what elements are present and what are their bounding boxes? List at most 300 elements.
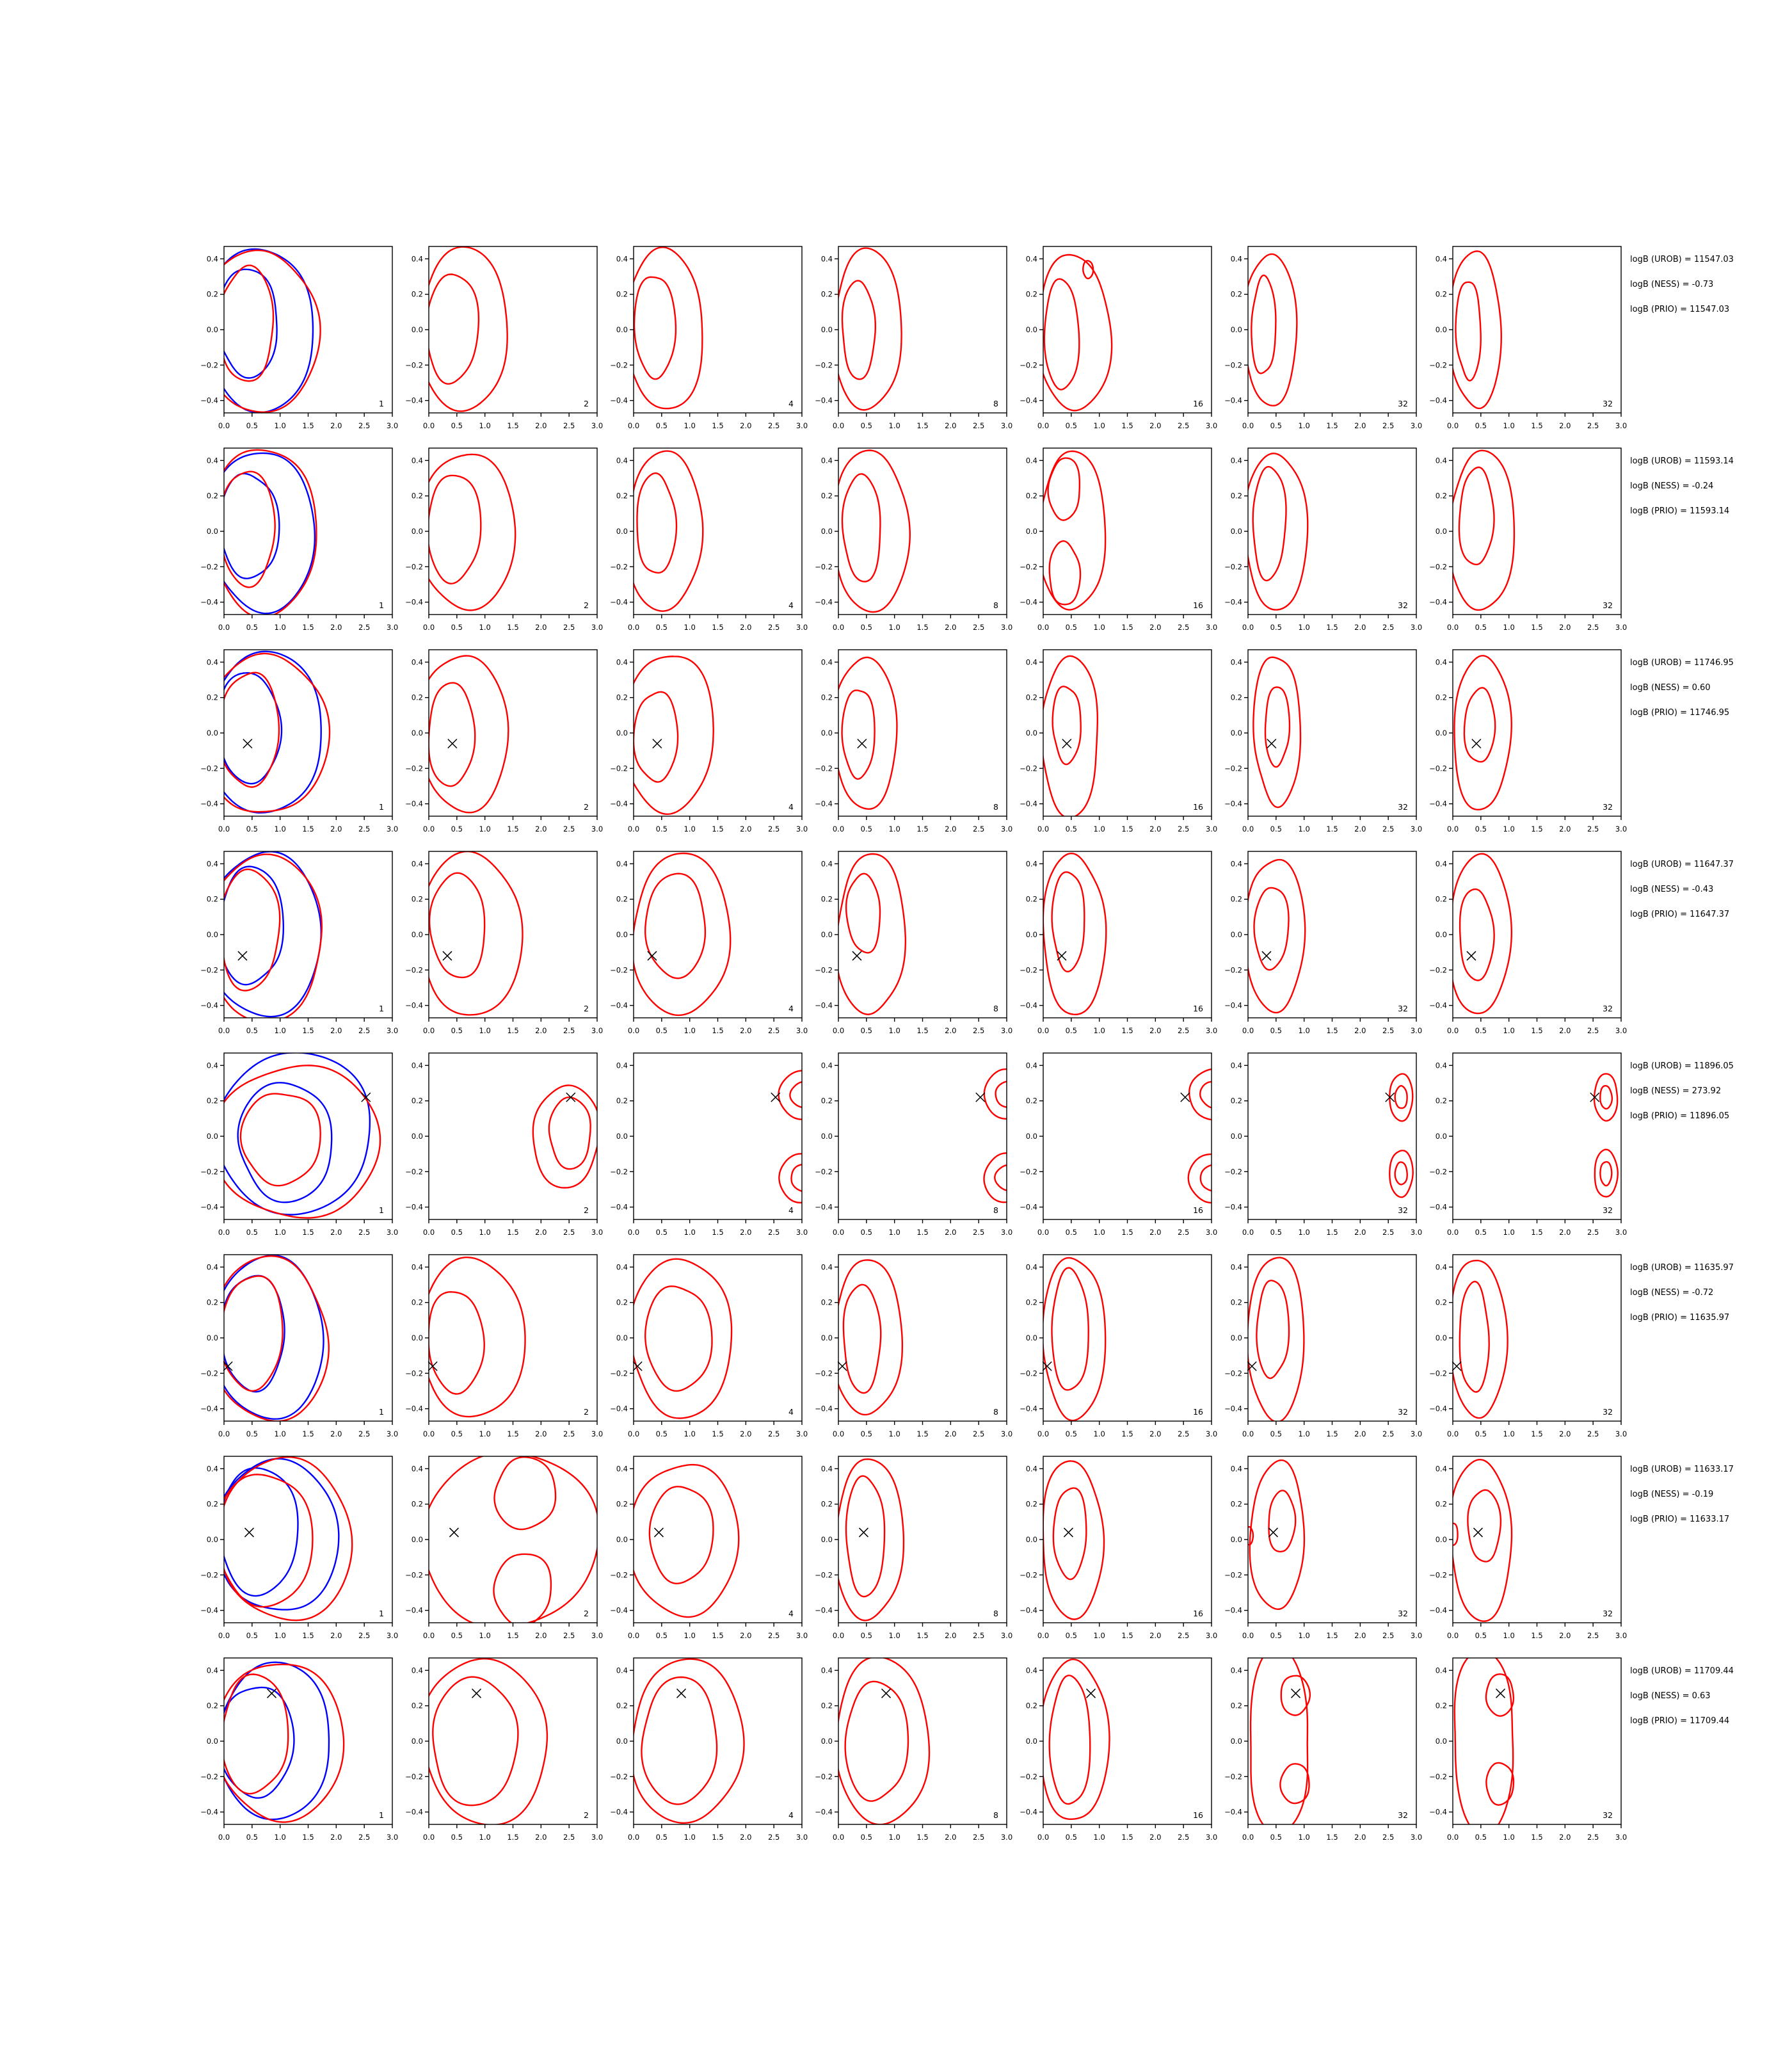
x-tick-label: 2.0 xyxy=(1149,824,1162,833)
x-tick-label: 2.5 xyxy=(973,1429,985,1438)
x-tick-label: 2.0 xyxy=(1559,1429,1571,1438)
y-tick-label: −0.4 xyxy=(610,1807,628,1817)
x-tick-label: 1.0 xyxy=(1503,1228,1515,1237)
y-tick-label: 0.2 xyxy=(1025,693,1037,702)
y-tick-label: 0.2 xyxy=(1435,1298,1447,1307)
y-tick-label: −0.4 xyxy=(200,1605,218,1615)
subplot-count-label: 2 xyxy=(584,1407,589,1417)
y-tick-label: 0.4 xyxy=(820,1464,833,1474)
y-tick-label: 0.2 xyxy=(1230,491,1242,501)
x-tick-label: 1.0 xyxy=(684,1631,696,1640)
row6-logB-UROB: logB (UROB) = 11635.97 xyxy=(1630,1263,1734,1273)
x-tick-label: 0.0 xyxy=(1446,1026,1459,1035)
x-tick-label: 3.0 xyxy=(1615,1631,1628,1640)
x-tick-label: 0.5 xyxy=(1270,1631,1282,1640)
row1-logB-PRIO: logB (PRIO) = 11547.03 xyxy=(1630,305,1730,314)
x-tick-label: 2.0 xyxy=(740,1833,752,1842)
subplot-count-label: 16 xyxy=(1193,802,1203,812)
y-tick-label: 0.0 xyxy=(616,1737,628,1746)
x-tick-label: 2.5 xyxy=(358,824,371,833)
subplot-count-label: 32 xyxy=(1398,1810,1408,1820)
y-tick-label: −0.4 xyxy=(1224,597,1242,607)
x-tick-label: 1.0 xyxy=(684,824,696,833)
x-tick-label: 3.0 xyxy=(796,1429,808,1438)
y-tick-label: 0.4 xyxy=(206,1061,218,1070)
x-tick-label: 1.5 xyxy=(916,1631,929,1640)
y-tick-label: 0.0 xyxy=(411,325,423,334)
row2-logB-UROB: logB (UROB) = 11593.14 xyxy=(1630,456,1734,466)
subplot-count-label: 2 xyxy=(584,1810,589,1820)
x-tick-label: 2.5 xyxy=(563,1429,575,1438)
x-tick-label: 1.5 xyxy=(712,623,724,632)
x-tick-label: 0.0 xyxy=(1037,1833,1050,1842)
y-tick-label: 0.0 xyxy=(820,1132,833,1141)
y-tick-label: 0.2 xyxy=(616,894,628,904)
x-tick-label: 2.5 xyxy=(973,1228,985,1237)
x-tick-label: 0.5 xyxy=(1270,824,1282,833)
x-tick-label: 2.0 xyxy=(740,1429,752,1438)
subplot-count-label: 2 xyxy=(584,1609,589,1618)
x-tick-label: 1.5 xyxy=(1531,1228,1543,1237)
x-tick-label: 1.0 xyxy=(274,1026,286,1035)
x-tick-label: 1.0 xyxy=(1298,1026,1310,1035)
x-tick-label: 2.5 xyxy=(1587,1429,1599,1438)
y-tick-label: 0.2 xyxy=(1025,1298,1037,1307)
subplot-count-label: 1 xyxy=(379,1810,384,1820)
y-tick-label: 0.4 xyxy=(1025,859,1037,869)
row2-logB-PRIO: logB (PRIO) = 11593.14 xyxy=(1630,506,1730,516)
x-tick-label: 1.0 xyxy=(1093,623,1105,632)
y-tick-label: −0.4 xyxy=(1429,1807,1447,1817)
x-tick-label: 0.5 xyxy=(655,1026,668,1035)
y-tick-label: −0.4 xyxy=(1020,1202,1037,1212)
y-tick-label: 0.2 xyxy=(1230,1096,1242,1106)
y-tick-label: 0.0 xyxy=(1025,1737,1037,1746)
x-tick-label: 2.0 xyxy=(945,1833,957,1842)
x-tick-label: 0.0 xyxy=(1242,824,1254,833)
subplot-count-label: 8 xyxy=(993,1609,998,1618)
y-tick-label: 0.4 xyxy=(1230,1464,1242,1474)
y-tick-label: 0.2 xyxy=(820,289,833,299)
y-tick-label: −0.4 xyxy=(1429,1202,1447,1212)
x-tick-label: 1.0 xyxy=(1298,1429,1310,1438)
x-tick-label: 3.0 xyxy=(1000,824,1013,833)
x-tick-label: 3.0 xyxy=(591,1228,604,1237)
x-tick-label: 2.5 xyxy=(768,623,780,632)
x-tick-label: 3.0 xyxy=(1615,1228,1628,1237)
x-tick-label: 1.5 xyxy=(1326,1631,1338,1640)
y-tick-label: 0.2 xyxy=(820,1096,833,1106)
y-tick-label: 0.2 xyxy=(1025,894,1037,904)
x-tick-label: 3.0 xyxy=(591,824,604,833)
subplot-count-label: 2 xyxy=(584,1004,589,1013)
x-tick-label: 1.0 xyxy=(684,1228,696,1237)
x-tick-label: 3.0 xyxy=(1000,1026,1013,1035)
x-tick-label: 1.0 xyxy=(888,1429,900,1438)
y-tick-label: 0.2 xyxy=(820,1499,833,1509)
y-tick-label: −0.4 xyxy=(1429,396,1447,405)
y-tick-label: −0.2 xyxy=(405,1570,423,1580)
x-tick-label: 2.5 xyxy=(973,421,985,430)
y-tick-label: −0.4 xyxy=(1224,1404,1242,1413)
x-tick-label: 0.5 xyxy=(860,421,872,430)
x-tick-label: 2.5 xyxy=(973,1833,985,1842)
x-tick-label: 2.5 xyxy=(1178,623,1190,632)
x-tick-label: 0.0 xyxy=(1037,824,1050,833)
x-tick-label: 0.5 xyxy=(1065,1631,1077,1640)
x-tick-label: 0.5 xyxy=(1270,623,1282,632)
y-tick-label: 0.2 xyxy=(206,693,218,702)
x-tick-label: 1.5 xyxy=(1531,1026,1543,1035)
x-tick-label: 2.5 xyxy=(768,1228,780,1237)
y-tick-label: −0.2 xyxy=(1429,764,1447,773)
x-tick-label: 1.5 xyxy=(507,1429,519,1438)
y-tick-label: 0.0 xyxy=(1435,1333,1447,1342)
y-tick-label: −0.4 xyxy=(815,1404,833,1413)
y-tick-label: 0.2 xyxy=(411,894,423,904)
x-tick-label: 2.0 xyxy=(740,1026,752,1035)
y-tick-label: 0.2 xyxy=(616,693,628,702)
y-tick-label: 0.2 xyxy=(820,491,833,501)
x-tick-label: 1.5 xyxy=(1121,824,1133,833)
x-tick-label: 3.0 xyxy=(1615,1026,1628,1035)
x-tick-label: 0.0 xyxy=(1242,1631,1254,1640)
y-tick-label: −0.4 xyxy=(1224,799,1242,808)
subplot-count-label: 4 xyxy=(788,1004,794,1013)
y-tick-label: 0.4 xyxy=(1230,657,1242,667)
y-tick-label: 0.0 xyxy=(1230,325,1242,334)
x-tick-label: 0.0 xyxy=(218,623,230,632)
y-tick-label: 0.0 xyxy=(820,1535,833,1544)
y-tick-label: 0.4 xyxy=(206,1464,218,1474)
x-tick-label: 2.0 xyxy=(330,1026,342,1035)
x-tick-label: 1.0 xyxy=(274,824,286,833)
row6-logB-NESS: logB (NESS) = -0.72 xyxy=(1630,1288,1714,1298)
y-tick-label: 0.2 xyxy=(820,1298,833,1307)
x-tick-label: 3.0 xyxy=(386,1429,399,1438)
x-tick-label: 2.5 xyxy=(1178,1429,1190,1438)
x-tick-label: 3.0 xyxy=(1615,421,1628,430)
x-tick-label: 0.0 xyxy=(422,1026,435,1035)
x-tick-label: 3.0 xyxy=(386,1631,399,1640)
row3-logB-UROB: logB (UROB) = 11746.95 xyxy=(1630,658,1734,668)
x-tick-label: 1.0 xyxy=(684,1429,696,1438)
y-tick-label: 0.0 xyxy=(1230,1333,1242,1342)
y-tick-label: 0.4 xyxy=(1435,859,1447,869)
y-tick-label: −0.2 xyxy=(1224,360,1242,370)
y-tick-label: −0.2 xyxy=(1224,965,1242,975)
y-tick-label: −0.2 xyxy=(815,360,833,370)
x-tick-label: 1.0 xyxy=(888,824,900,833)
x-tick-label: 2.5 xyxy=(973,623,985,632)
y-tick-label: 0.0 xyxy=(411,1737,423,1746)
x-tick-label: 0.5 xyxy=(1475,1833,1487,1842)
y-tick-label: −0.2 xyxy=(610,1167,628,1177)
y-tick-label: 0.0 xyxy=(1435,1132,1447,1141)
subplot-count-label: 32 xyxy=(1398,399,1408,408)
x-tick-label: 1.0 xyxy=(888,623,900,632)
y-tick-label: 0.4 xyxy=(616,1262,628,1272)
x-tick-label: 0.5 xyxy=(451,421,463,430)
x-tick-label: 2.0 xyxy=(1354,1026,1366,1035)
x-tick-label: 2.5 xyxy=(1178,1026,1190,1035)
x-tick-label: 1.0 xyxy=(274,1833,286,1842)
x-tick-label: 1.5 xyxy=(302,1833,314,1842)
y-tick-label: 0.4 xyxy=(1025,657,1037,667)
x-tick-label: 0.0 xyxy=(218,1631,230,1640)
x-tick-label: 2.5 xyxy=(1587,623,1599,632)
y-tick-label: 0.4 xyxy=(820,456,833,465)
y-tick-label: 0.2 xyxy=(1025,1701,1037,1710)
y-tick-label: −0.2 xyxy=(610,764,628,773)
x-tick-label: 0.5 xyxy=(1475,1631,1487,1640)
x-tick-label: 2.5 xyxy=(1178,1228,1190,1237)
x-tick-label: 1.0 xyxy=(479,1429,491,1438)
x-tick-label: 0.5 xyxy=(860,1631,872,1640)
y-tick-label: 0.4 xyxy=(1230,1262,1242,1272)
x-tick-label: 1.0 xyxy=(888,1228,900,1237)
subplot-count-label: 16 xyxy=(1193,1609,1203,1618)
y-tick-label: −0.2 xyxy=(1020,1570,1037,1580)
row4-logB-PRIO: logB (PRIO) = 11647.37 xyxy=(1630,910,1730,919)
x-tick-label: 3.0 xyxy=(1410,1228,1423,1237)
y-tick-label: −0.4 xyxy=(1429,1404,1447,1413)
y-tick-label: −0.4 xyxy=(200,597,218,607)
y-tick-label: 0.0 xyxy=(1025,728,1037,737)
subplot-count-label: 2 xyxy=(584,600,589,610)
x-tick-label: 2.0 xyxy=(1354,421,1366,430)
y-tick-label: −0.2 xyxy=(405,1167,423,1177)
x-tick-label: 0.0 xyxy=(422,1833,435,1842)
y-tick-label: −0.4 xyxy=(1224,1202,1242,1212)
x-tick-label: 2.0 xyxy=(1559,1228,1571,1237)
x-tick-label: 0.0 xyxy=(218,421,230,430)
x-tick-label: 1.5 xyxy=(916,1833,929,1842)
x-tick-label: 0.0 xyxy=(1446,1228,1459,1237)
x-tick-label: 2.5 xyxy=(1382,421,1395,430)
y-tick-label: 0.4 xyxy=(1025,254,1037,264)
x-tick-label: 0.0 xyxy=(422,1429,435,1438)
x-tick-label: 2.0 xyxy=(535,1429,547,1438)
x-tick-label: 0.5 xyxy=(246,623,258,632)
x-tick-label: 0.5 xyxy=(860,1026,872,1035)
y-tick-label: −0.2 xyxy=(815,1369,833,1378)
x-tick-label: 1.5 xyxy=(916,1429,929,1438)
x-tick-label: 0.0 xyxy=(832,1026,845,1035)
x-tick-label: 2.5 xyxy=(768,1631,780,1640)
x-tick-label: 1.0 xyxy=(479,1026,491,1035)
x-tick-label: 0.0 xyxy=(1037,421,1050,430)
x-tick-label: 2.5 xyxy=(1382,1631,1395,1640)
y-tick-label: 0.4 xyxy=(206,254,218,264)
row7-logB-NESS: logB (NESS) = -0.19 xyxy=(1630,1490,1714,1499)
y-tick-label: 0.2 xyxy=(206,894,218,904)
x-tick-label: 1.5 xyxy=(712,1833,724,1842)
x-tick-label: 2.0 xyxy=(945,623,957,632)
x-tick-label: 1.5 xyxy=(507,1228,519,1237)
x-tick-label: 0.0 xyxy=(218,1833,230,1842)
x-tick-label: 2.0 xyxy=(945,1026,957,1035)
y-tick-label: 0.4 xyxy=(1435,1464,1447,1474)
y-tick-label: −0.4 xyxy=(610,1605,628,1615)
y-tick-label: 0.0 xyxy=(820,728,833,737)
subplot-count-label: 32 xyxy=(1398,1407,1408,1417)
row8-logB-UROB: logB (UROB) = 11709.44 xyxy=(1630,1666,1734,1676)
y-tick-label: 0.4 xyxy=(1230,254,1242,264)
y-tick-label: −0.4 xyxy=(1020,1807,1037,1817)
x-tick-label: 1.0 xyxy=(1093,1833,1105,1842)
x-tick-label: 1.0 xyxy=(1503,1026,1515,1035)
y-tick-label: −0.2 xyxy=(1020,965,1037,975)
x-tick-label: 3.0 xyxy=(1410,824,1423,833)
y-tick-label: −0.2 xyxy=(405,360,423,370)
x-tick-label: 1.0 xyxy=(684,421,696,430)
x-tick-label: 2.5 xyxy=(768,1026,780,1035)
x-tick-label: 1.5 xyxy=(1326,421,1338,430)
x-tick-label: 1.5 xyxy=(1326,1026,1338,1035)
y-tick-label: −0.4 xyxy=(200,1807,218,1817)
y-tick-label: −0.2 xyxy=(1020,360,1037,370)
x-tick-label: 0.0 xyxy=(422,824,435,833)
x-tick-label: 2.0 xyxy=(535,421,547,430)
x-tick-label: 1.5 xyxy=(507,1833,519,1842)
row8-logB-NESS: logB (NESS) = 0.63 xyxy=(1630,1691,1711,1701)
x-tick-label: 0.0 xyxy=(1242,1429,1254,1438)
y-tick-label: 0.4 xyxy=(411,456,423,465)
x-tick-label: 2.0 xyxy=(330,1833,342,1842)
y-tick-label: −0.2 xyxy=(405,1369,423,1378)
x-tick-label: 3.0 xyxy=(1410,623,1423,632)
x-tick-label: 0.5 xyxy=(655,1429,668,1438)
x-tick-label: 0.5 xyxy=(1065,824,1077,833)
x-tick-label: 0.0 xyxy=(1446,824,1459,833)
x-tick-label: 2.5 xyxy=(563,1631,575,1640)
x-tick-label: 2.5 xyxy=(358,421,371,430)
y-tick-label: 0.4 xyxy=(1230,1666,1242,1675)
x-tick-label: 0.0 xyxy=(1242,1833,1254,1842)
x-tick-label: 1.5 xyxy=(916,1228,929,1237)
x-tick-label: 3.0 xyxy=(386,1228,399,1237)
x-tick-label: 2.0 xyxy=(330,1429,342,1438)
subplot-count-label: 32 xyxy=(1398,600,1408,610)
y-tick-label: −0.4 xyxy=(405,1807,423,1817)
y-tick-label: 0.4 xyxy=(206,1666,218,1675)
y-tick-label: 0.2 xyxy=(1230,1298,1242,1307)
y-tick-label: 0.0 xyxy=(616,728,628,737)
x-tick-label: 2.5 xyxy=(1587,1026,1599,1035)
y-tick-label: 0.0 xyxy=(1025,527,1037,536)
x-tick-label: 1.0 xyxy=(479,1228,491,1237)
x-tick-label: 0.0 xyxy=(1446,421,1459,430)
x-tick-label: 3.0 xyxy=(1410,1429,1423,1438)
y-tick-label: 0.0 xyxy=(616,325,628,334)
x-tick-label: 2.0 xyxy=(535,1631,547,1640)
x-tick-label: 0.5 xyxy=(246,1429,258,1438)
y-tick-label: 0.0 xyxy=(411,728,423,737)
y-tick-label: −0.4 xyxy=(1224,396,1242,405)
row1-logB-NESS: logB (NESS) = -0.73 xyxy=(1630,280,1714,289)
x-tick-label: 2.5 xyxy=(1382,1429,1395,1438)
x-tick-label: 0.0 xyxy=(1037,1228,1050,1237)
x-tick-label: 2.5 xyxy=(563,1228,575,1237)
x-tick-label: 2.0 xyxy=(330,421,342,430)
x-tick-label: 0.0 xyxy=(832,1833,845,1842)
x-tick-label: 2.5 xyxy=(358,623,371,632)
subplot-count-label: 4 xyxy=(788,1205,794,1215)
y-tick-label: −0.2 xyxy=(1429,1772,1447,1782)
x-tick-label: 2.5 xyxy=(768,1833,780,1842)
y-tick-label: 0.0 xyxy=(1435,1737,1447,1746)
x-tick-label: 3.0 xyxy=(386,1026,399,1035)
x-tick-label: 1.5 xyxy=(712,1631,724,1640)
x-tick-label: 1.0 xyxy=(479,623,491,632)
y-tick-label: 0.4 xyxy=(1025,1464,1037,1474)
x-tick-label: 0.0 xyxy=(832,1429,845,1438)
y-tick-label: 0.2 xyxy=(1435,894,1447,904)
x-tick-label: 1.5 xyxy=(1121,421,1133,430)
y-tick-label: 0.4 xyxy=(616,1061,628,1070)
x-tick-label: 0.0 xyxy=(832,421,845,430)
subplot-count-label: 8 xyxy=(993,600,998,610)
y-tick-label: 0.4 xyxy=(820,1061,833,1070)
x-tick-label: 3.0 xyxy=(1615,623,1628,632)
row6-logB-PRIO: logB (PRIO) = 11635.97 xyxy=(1630,1313,1730,1323)
y-tick-label: 0.4 xyxy=(411,1666,423,1675)
subplot-count-label: 16 xyxy=(1193,600,1203,610)
y-tick-label: 0.2 xyxy=(616,1499,628,1509)
y-tick-label: 0.0 xyxy=(1230,527,1242,536)
x-tick-label: 1.5 xyxy=(916,623,929,632)
x-tick-label: 0.0 xyxy=(1037,1631,1050,1640)
x-tick-label: 3.0 xyxy=(1615,1429,1628,1438)
x-tick-label: 2.0 xyxy=(945,824,957,833)
x-tick-label: 1.5 xyxy=(302,1026,314,1035)
subplot-count-label: 32 xyxy=(1603,1004,1613,1013)
x-tick-label: 1.0 xyxy=(1503,1631,1515,1640)
x-tick-label: 0.5 xyxy=(246,1833,258,1842)
y-tick-label: −0.4 xyxy=(815,1202,833,1212)
y-tick-label: −0.2 xyxy=(1020,1369,1037,1378)
x-tick-label: 2.0 xyxy=(740,824,752,833)
y-tick-label: 0.0 xyxy=(616,1535,628,1544)
subplot-count-label: 16 xyxy=(1193,1004,1203,1013)
x-tick-label: 0.5 xyxy=(1270,1429,1282,1438)
x-tick-label: 2.5 xyxy=(563,1833,575,1842)
subplot-count-label: 32 xyxy=(1603,1609,1613,1618)
y-tick-label: −0.2 xyxy=(815,965,833,975)
x-tick-label: 3.0 xyxy=(1000,1228,1013,1237)
y-tick-label: 0.2 xyxy=(1435,289,1447,299)
x-tick-label: 2.5 xyxy=(1178,421,1190,430)
y-tick-label: 0.4 xyxy=(1435,254,1447,264)
x-tick-label: 2.0 xyxy=(1354,1429,1366,1438)
y-tick-label: −0.4 xyxy=(405,597,423,607)
row5-logB-UROB: logB (UROB) = 11896.05 xyxy=(1630,1061,1734,1071)
subplot-count-label: 8 xyxy=(993,399,998,408)
x-tick-label: 3.0 xyxy=(1205,1228,1218,1237)
y-tick-label: −0.4 xyxy=(405,1001,423,1010)
x-tick-label: 1.5 xyxy=(1121,1228,1133,1237)
x-tick-label: 1.5 xyxy=(302,1429,314,1438)
y-tick-label: 0.0 xyxy=(1230,930,1242,939)
x-tick-label: 1.0 xyxy=(1093,1026,1105,1035)
x-tick-label: 3.0 xyxy=(1205,824,1218,833)
y-tick-label: 0.4 xyxy=(616,859,628,869)
x-tick-label: 1.0 xyxy=(1298,421,1310,430)
x-tick-label: 3.0 xyxy=(796,623,808,632)
x-tick-label: 0.5 xyxy=(246,1228,258,1237)
x-tick-label: 0.5 xyxy=(1475,1026,1487,1035)
